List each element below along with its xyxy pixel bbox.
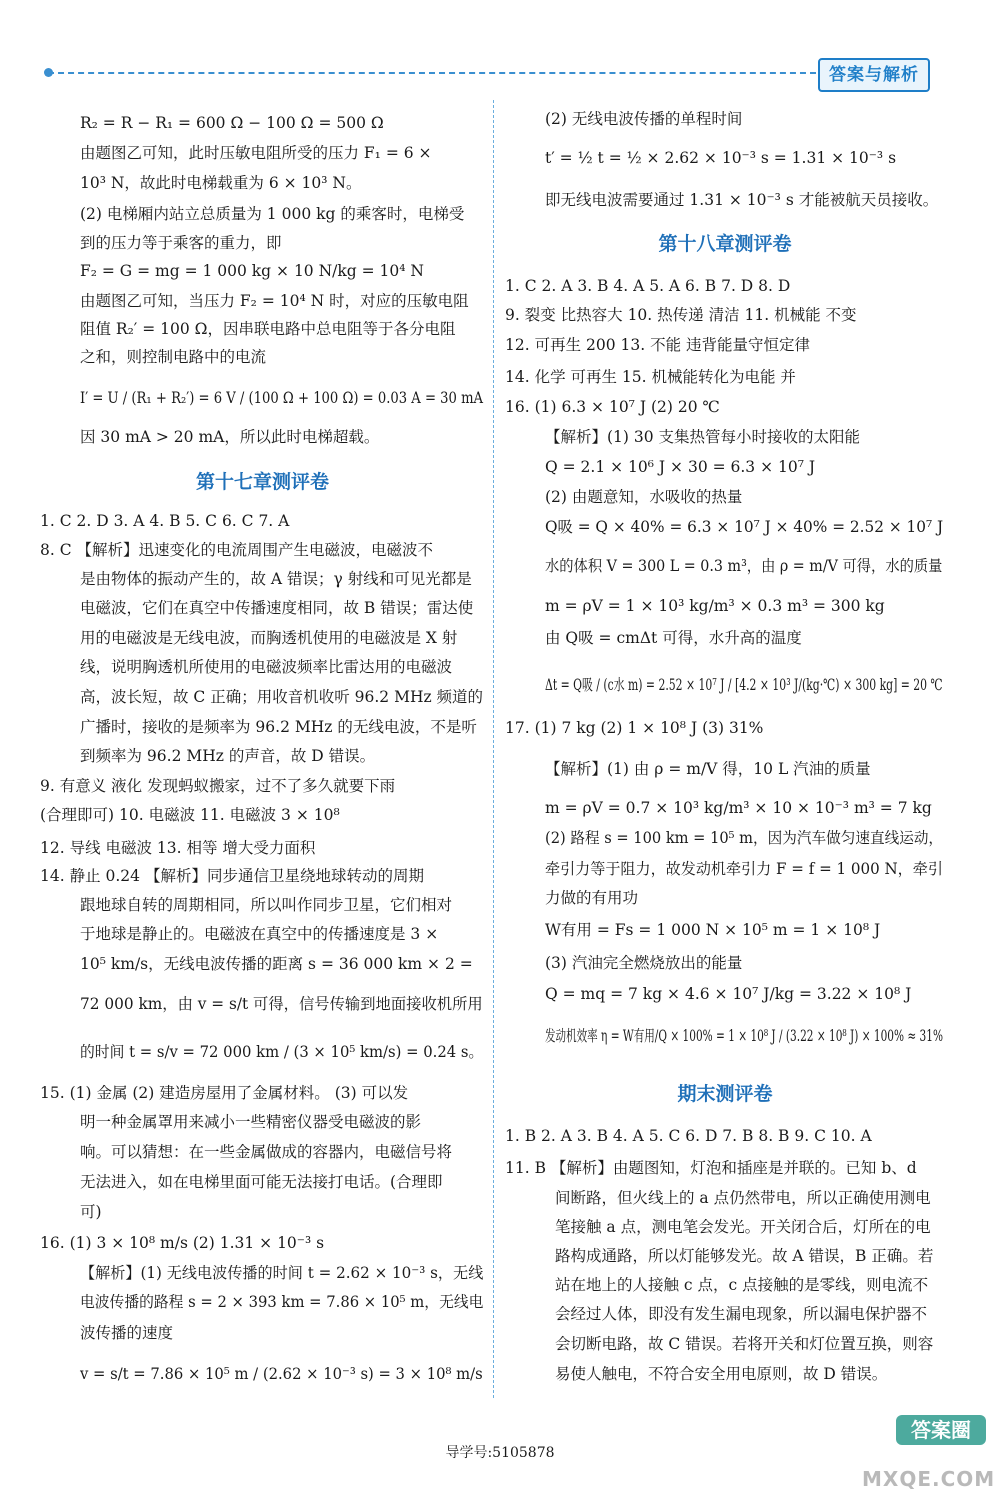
text-line: m = ρV = 0.7 × 10³ kg/m³ × 10 × 10⁻³ m³ = 7 kg (545, 799, 932, 817)
text-line: 1. C 2. D 3. A 4. B 5. C 6. C 7. A (40, 512, 290, 530)
text-line: 牵引力等于阻力，故发动机牵引力 F = f = 1 000 N，牵引 (545, 860, 943, 878)
watermark-logo: 答案圈 (896, 1415, 986, 1445)
text-line: R₂ = R − R₁ = 600 Ω − 100 Ω = 500 Ω (80, 114, 384, 132)
text-line: 14. 化学 可再生 15. 机械能转化为电能 并 (505, 368, 796, 386)
text-line: t′ = ½ t = ½ × 2.62 × 10⁻³ s = 1.31 × 10⁻³ s (545, 149, 897, 167)
text-line: 力做的有用功 (545, 889, 639, 907)
text-line: Q = mq = 7 kg × 4.6 × 10⁷ J/kg = 3.22 × 10⁸ J (545, 985, 912, 1003)
text-line: (2) 电梯厢内站立总质量为 1 000 kg 的乘客时，电梯受 (80, 205, 465, 223)
text-line: 1. C 2. A 3. B 4. A 5. A 6. B 7. D 8. D (505, 277, 791, 295)
text-line: (合理即可) 10. 电磁波 11. 电磁波 3 × 10⁸ (40, 806, 340, 824)
text-line: 笔接触 a 点，测电笔会发光。开关闭合后，灯所在的电 (555, 1218, 931, 1236)
section-heading: 第十八章测评卷 (658, 233, 792, 255)
text-line: 跟地球自转的周期相同，所以叫作同步卫星，它们相对 (80, 896, 453, 914)
text-line: 12. 可再生 200 13. 不能 违背能量守恒定律 (505, 336, 811, 354)
text-line: 72 000 km，由 v = s/t 可得，信号传输到地面接收机所用 (80, 995, 483, 1013)
section-heading: 期末测评卷 (677, 1083, 773, 1105)
text-line: 9. 有意义 液化 发现蚂蚁搬家，过不了多久就要下雨 (40, 777, 396, 795)
text-line: 会经过人体，即没有发生漏电现象，所以漏电保护器不 (555, 1305, 928, 1323)
text-line: 发动机效率 η = W有用/Q × 100% = 1 × 10⁸ J / (3.22 × 10⁸ J) × 100% ≈ 31% (545, 1027, 943, 1045)
text-line: 线，说明胸透机所使用的电磁波频率比雷达用的电磁波 (80, 658, 453, 676)
text-line: 可) (80, 1203, 102, 1221)
text-line: W有用 = Fs = 1 000 N × 10⁵ m = 1 × 10⁸ J (545, 921, 881, 939)
text-line: 1. B 2. A 3. B 4. A 5. C 6. D 7. B 8. B 9. C 10. A (505, 1127, 872, 1145)
text-line: (2) 路程 s = 100 km = 10⁵ m，因为汽车做匀速直线运动， (545, 829, 944, 847)
text-line: 17. (1) 7 kg (2) 1 × 10⁸ J (3) 31% (505, 719, 764, 737)
text-line: 9. 裂变 比热容大 10. 热传递 清洁 11. 机械能 不变 (505, 306, 857, 324)
text-line: 10⁵ km/s，无线电波传播的距离 s = 36 000 km × 2 = (80, 955, 473, 973)
text-line: v = s/t = 7.86 × 10⁵ m / (2.62 × 10⁻³ s) = 3 × 10⁸ m/s (80, 1365, 483, 1383)
text-line: 明一种金属罩用来减小一些精密仪器受电磁波的影 (80, 1113, 422, 1131)
text-line: 到频率为 96.2 MHz 的声音，故 D 错误。 (80, 747, 376, 765)
column-divider (493, 100, 494, 1398)
text-line: Δt = Q吸 / (c水 m) = 2.52 × 10⁷ J / [4.2 × 10³ J/(kg·℃) × 300 kg] = 20 ℃ (545, 676, 943, 694)
text-line: 的时间 t = s/v = 72 000 km / (3 × 10⁵ km/s) = 0.24 s。 (80, 1043, 484, 1061)
text-line: Q = 2.1 × 10⁶ J × 30 = 6.3 × 10⁷ J (545, 458, 816, 476)
watermark-url: MXQE.COM (862, 1467, 996, 1491)
text-line: 12. 导线 电磁波 13. 相等 增大受力面积 (40, 839, 316, 857)
text-line: 会切断电路，故 C 错误。若将开关和灯位置互换，则容 (555, 1335, 934, 1353)
text-line: 是由物体的振动产生的，故 A 错误；γ 射线和可见光都是 (80, 570, 472, 588)
text-line: 16. (1) 6.3 × 10⁷ J (2) 20 ℃ (505, 398, 720, 416)
text-line: 无法进入，如在电梯里面可能无法接打电话。(合理即 (80, 1173, 443, 1191)
text-line: m = ρV = 1 × 10³ kg/m³ × 0.3 m³ = 300 kg (545, 597, 885, 615)
text-line: (2) 无线电波传播的单程时间 (545, 110, 743, 128)
text-line: Q吸 = Q × 40% = 6.3 × 10⁷ J × 40% = 2.52 × 10⁷ J (545, 518, 944, 536)
text-line: 间断路，但火线上的 a 点仍然带电，所以正确使用测电 (555, 1189, 931, 1207)
text-line: I′ = U / (R₁ + R₂′) = 6 V / (100 Ω + 100 Ω) = 0.03 A = 30 mA (80, 389, 484, 407)
text-line: 14. 静止 0.24 【解析】同步通信卫星绕地球转动的周期 (40, 867, 424, 885)
text-line: 【解析】(1) 无线电波传播的时间 t = 2.62 × 10⁻³ s，无线 (80, 1264, 484, 1282)
text-line: 【解析】(1) 30 支集热管每小时接收的太阳能 (545, 428, 861, 446)
text-line: 电波传播的路程 s = 2 × 393 km = 7.86 × 10⁵ m，无线电 (80, 1293, 484, 1311)
header-dashed-line (48, 72, 816, 74)
text-line: 高，波长短，故 C 正确；用收音机收听 96.2 MHz 频道的 (80, 688, 484, 706)
text-line: 广播时，接收的是频率为 96.2 MHz 的无线电波，不是听 (80, 718, 477, 736)
text-line: 15. (1) 金属 (2) 建造房屋用了金属材料。 (3) 可以发 (40, 1084, 409, 1102)
text-line: 到的压力等于乘客的重力，即 (80, 234, 282, 252)
text-line: 站在地上的人接触 c 点，c 点接触的是零线，则电流不 (555, 1276, 929, 1294)
text-line: 用的电磁波是无线电波，而胸透机使用的电磁波是 X 射 (80, 629, 458, 647)
text-line: 8. C 【解析】迅速变化的电流周围产生电磁波，电磁波不 (40, 541, 434, 559)
text-line: F₂ = G = mg = 1 000 kg × 10 N/kg = 10⁴ N (80, 262, 424, 280)
text-line: 由题图乙可知，此时压敏电阻所受的压力 F₁ = 6 × (80, 144, 432, 162)
guide-number: 导学号:5105878 (445, 1445, 555, 1461)
text-line: 11. B 【解析】由题图知，灯泡和插座是并联的。已知 b、d (505, 1159, 917, 1177)
text-line: 16. (1) 3 × 10⁸ m/s (2) 1.31 × 10⁻³ s (40, 1234, 325, 1252)
text-line: 由 Q吸 = cmΔt 可得，水升高的温度 (545, 629, 802, 647)
text-line: 10³ N，故此时电梯载重为 6 × 10³ N。 (80, 174, 362, 192)
text-line: 于地球是静止的。电磁波在真空中的传播速度是 3 × (80, 925, 439, 943)
text-line: 即无线电波需要通过 1.31 × 10⁻³ s 才能被航天员接收。 (545, 191, 939, 209)
text-line: (3) 汽油完全燃烧放出的能量 (545, 954, 743, 972)
answer-badge: 答案与解析 (818, 58, 930, 92)
text-line: 波传播的速度 (80, 1324, 174, 1342)
text-line: 响。可以猜想：在一些金属做成的容器内，电磁信号将 (80, 1143, 453, 1161)
text-line: 水的体积 V = 300 L = 0.3 m³，由 ρ = m/V 可得，水的质量 (545, 557, 943, 575)
text-line: 之和，则控制电路中的电流 (80, 348, 267, 366)
text-line: 因 30 mA > 20 mA，所以此时电梯超载。 (80, 428, 380, 446)
text-line: 电磁波，它们在真空中传播速度相同，故 B 错误；雷达使 (80, 599, 474, 617)
text-line: 由题图乙可知，当压力 F₂ = 10⁴ N 时，对应的压敏电阻 (80, 292, 469, 310)
text-line: 易使人触电，不符合安全用电原则，故 D 错误。 (555, 1365, 888, 1383)
text-line: (2) 由题意知，水吸收的热量 (545, 488, 743, 506)
text-line: 路构成通路，所以灯能够发光。故 A 错误，B 正确。若 (555, 1247, 934, 1265)
text-line: 阻值 R₂′ = 100 Ω，因串联电路中总电阻等于各分电阻 (80, 320, 456, 338)
section-heading: 第十七章测评卷 (195, 471, 329, 493)
text-line: 【解析】(1) 由 ρ = m/V 得，10 L 汽油的质量 (545, 760, 871, 778)
